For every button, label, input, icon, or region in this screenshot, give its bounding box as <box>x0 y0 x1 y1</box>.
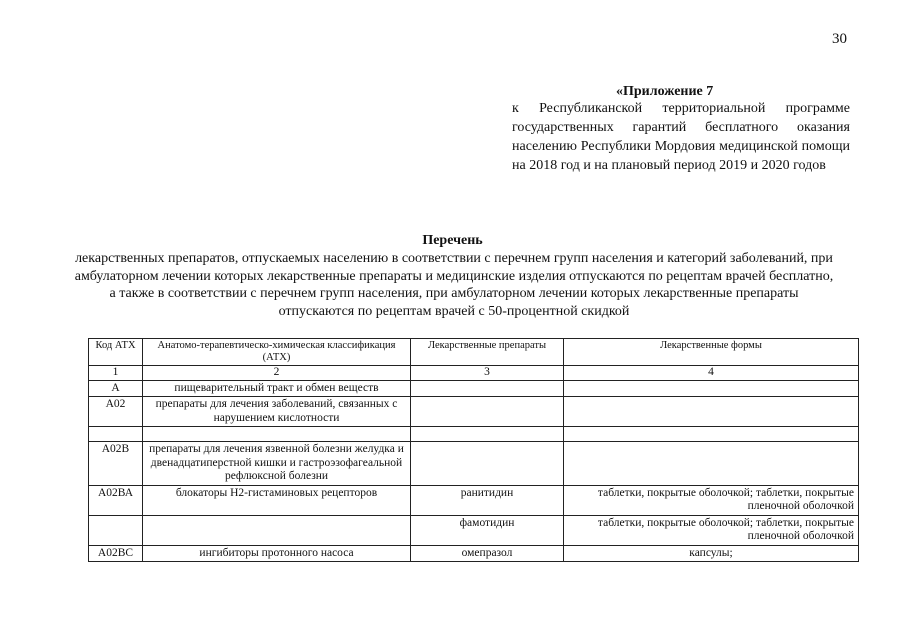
atc-code: А02ВА <box>89 485 143 515</box>
atc-classification: препараты для лечения заболеваний, связанных с нарушением кислотности <box>143 397 411 427</box>
drug-name: фамотидин <box>411 515 564 545</box>
header-classification: Анатомо-терапевтическо-химическая классификация (АТХ) <box>143 339 411 366</box>
page-number: 30 <box>832 31 847 47</box>
table-row <box>89 427 859 442</box>
drug-form <box>564 380 859 397</box>
drug-name <box>411 427 564 442</box>
column-number-row <box>89 366 859 381</box>
atc-classification <box>143 427 411 442</box>
table-row <box>89 442 859 486</box>
column-number: 2 <box>143 366 411 381</box>
atc-classification: ингибиторы протонного насоса <box>143 545 411 562</box>
drug-form: таблетки, покрытые оболочкой; таблетки, покрытые пленочной оболочкой <box>564 485 859 515</box>
table-row <box>89 380 859 397</box>
table-row <box>89 545 859 562</box>
table-row <box>89 397 859 427</box>
drug-name <box>411 397 564 427</box>
atc-code: А <box>89 380 143 397</box>
drug-name <box>411 442 564 486</box>
atc-classification <box>143 515 411 545</box>
column-number: 4 <box>564 366 859 381</box>
table-header-row <box>89 339 859 366</box>
atc-classification: пищеварительный тракт и обмен веществ <box>143 380 411 397</box>
atc-code: А02ВС <box>89 545 143 562</box>
drug-form: капсулы; <box>564 545 859 562</box>
drug-form: таблетки, покрытые оболочкой; таблетки, покрытые пленочной оболочкой <box>564 515 859 545</box>
table-row <box>89 515 859 545</box>
header-code: Код АТХ <box>89 339 143 366</box>
atc-classification: блокаторы Н2-гистаминовых рецепторов <box>143 485 411 515</box>
appendix-text: к Республиканской территориальной программе государственных гарантий бесплатного оказания населению Республики Мордовия медицинской помощи на 2018 год и на плановый период 2019 и 2020 годов <box>512 101 850 173</box>
header-drugs: Лекарственные препараты <box>411 339 564 366</box>
header-forms: Лекарственные формы <box>564 339 859 366</box>
atc-code <box>89 515 143 545</box>
atc-code <box>89 427 143 442</box>
drug-name: ранитидин <box>411 485 564 515</box>
drug-table <box>88 338 859 562</box>
appendix-title: «Приложение 7 <box>616 84 714 99</box>
atc-code: А02 <box>89 397 143 427</box>
list-title: Перечень <box>422 233 483 248</box>
atc-code: А02В <box>89 442 143 486</box>
drug-form <box>564 427 859 442</box>
table-row <box>89 485 859 515</box>
drug-name <box>411 380 564 397</box>
atc-classification: препараты для лечения язвенной болезни желудка и двенадцатиперстной кишки и гастроэзофагеальной рефлюксной болезни <box>143 442 411 486</box>
list-subtitle: лекарственных препаратов, отпускаемых населению в соответствии с перечнем групп населения и категорий заболеваний, при амбулаторном лечении которых лекарственные препараты и медицинские изделия отпускаются по рецептам врачей бесплатно, а также в соответствии с перечнем групп населения, при амбулаторном лечении которых лекарственные препараты отпускаются по рецептам врачей с 50-процентной скидкой <box>74 251 834 319</box>
drug-name: омепразол <box>411 545 564 562</box>
drug-form <box>564 442 859 486</box>
column-number: 3 <box>411 366 564 381</box>
drug-form <box>564 397 859 427</box>
column-number: 1 <box>89 366 143 381</box>
